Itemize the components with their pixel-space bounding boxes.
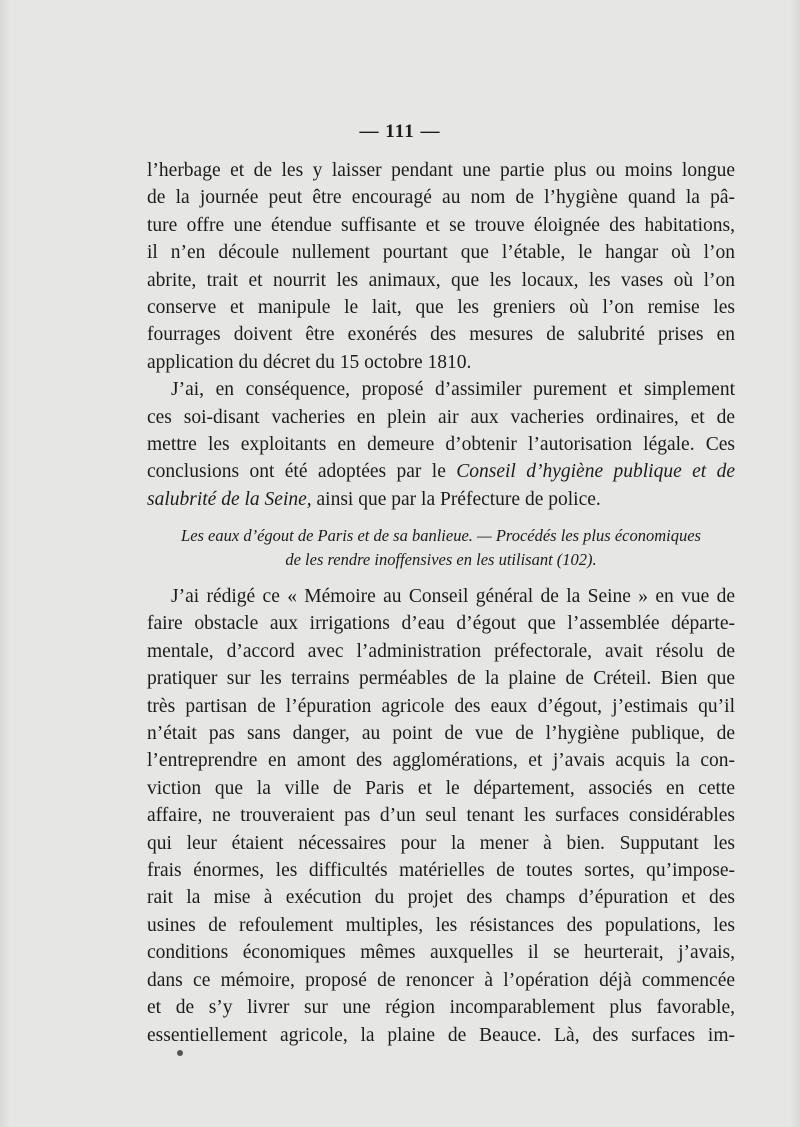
text-fragment: ainsi que par la Préfecture de police. — [311, 488, 601, 510]
text-line: mentale, d’accord avec l’administration préfectorale, avait résolu de — [147, 640, 735, 662]
text-line: affaire, ne trouveraient pas d’un seul tenant les surfaces considérables — [147, 805, 735, 827]
text-line — [147, 486, 735, 513]
text-line: l’herbage et de les y laisser pendant une partie plus ou moins longue — [147, 160, 735, 181]
page-number: — 111 — — [359, 121, 441, 142]
text-line: fourrages doivent être exonérés des mesures de salubrité prises en — [147, 324, 735, 346]
text-line: viction que la ville de Paris et le département, associés en cette — [147, 777, 735, 799]
heading-line: Les eaux d’égout de Paris et de sa banlieue. — Procédés les plus économiques — [181, 526, 701, 545]
text-line: usines de refoulement multiples, les résistances des populations, les — [147, 914, 735, 936]
text-line: ces soi-disant vacheries en plein air aux vacheries ordinaires, et de — [147, 406, 735, 428]
text-line: ture offre une étendue suffisante et se trouve éloignée des habitations, — [147, 214, 735, 236]
ink-speck — [177, 1050, 183, 1056]
text-line: pratiquer sur les terrains perméables de la plaine de Créteil. Bien que — [147, 668, 735, 690]
text-line: très partisan de l’épuration agricole des eaux d’égout, j’estimais qu’il — [147, 695, 735, 717]
text-line: dans ce mémoire, proposé de renoncer à l’opération déjà commencée — [147, 969, 735, 991]
text-line: frais énormes, les difficultés matérielles de toutes sortes, qu’impose- — [147, 860, 735, 882]
text-line: conserve et manipule le lait, que les greniers où l’on remise les — [147, 297, 735, 319]
text-fragment: conclusions ont été adoptées par le — [147, 461, 457, 483]
text-line: abrite, trait et nourrit les animaux, que les locaux, les vases où l’on — [147, 269, 735, 291]
text-line: de la journée peut être encouragé au nom de l’hygiène quand la pâ- — [147, 187, 735, 209]
text-line — [147, 458, 735, 485]
heading-line: de les rendre inoffensives en les utilisant (102). — [285, 550, 597, 569]
text-line: J’ai, en conséquence, proposé d’assimiler purement et simplement — [171, 379, 735, 401]
text-line: qui leur étaient nécessaires pour la mener à bien. Supputant les — [147, 832, 735, 854]
text-line: n’était pas sans danger, au point de vue de l’hygiène publique, de — [147, 723, 735, 745]
text-line: l’entreprendre en amont des agglomérations, et j’avais acquis la con- — [147, 750, 735, 772]
text-line: et de s’y livrer sur une région incomparablement plus favorable, — [147, 997, 735, 1019]
section-heading — [147, 524, 735, 572]
text-line: application du décret du 15 octobre 1810. — [147, 351, 472, 373]
paragraph-block-1 — [147, 157, 735, 513]
text-line: J’ai rédigé ce « Mémoire au Conseil général de la Seine » en vue de — [171, 586, 735, 607]
text-line: rait la mise à exécution du projet des champs d’épuration et des — [147, 887, 735, 909]
text-line: il n’en découle nullement pourtant que l’étable, le hangar où l’on — [147, 242, 735, 264]
italic-title-fragment: Conseil d’hygiène publique et de — [456, 461, 735, 483]
text-line: conditions économiques mêmes auxquelles il se heurterait, j’avais, — [147, 942, 735, 964]
text-line: essentiellement agricole, la plaine de Beauce. Là, des surfaces im- — [147, 1024, 735, 1046]
page-edge-shadow-right — [790, 0, 800, 1127]
italic-title-fragment: salubrité de la Seine, — [147, 488, 312, 510]
text-line: mettre les exploitants en demeure d’obtenir l’autorisation légale. Ces — [147, 434, 735, 456]
paragraph-block-3 — [147, 583, 735, 1049]
page-edge-shadow-left — [0, 0, 10, 1127]
text-line: faire obstacle aux irrigations d’eau d’égout que l’assemblée départe- — [147, 613, 735, 635]
